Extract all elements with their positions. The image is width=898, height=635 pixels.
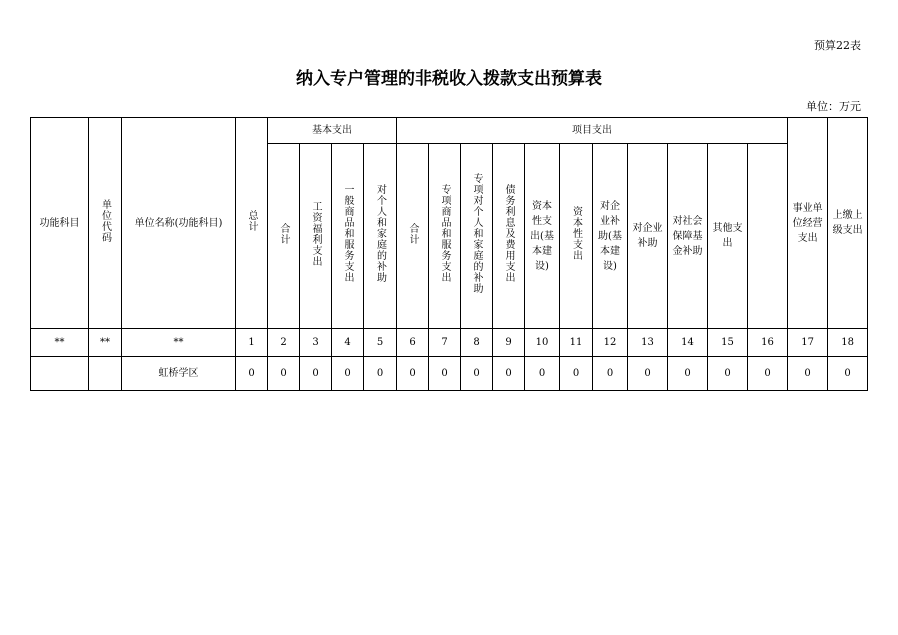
data-value: 0 [364,357,397,391]
header-extra-0: 事业单位经营支出 [788,118,828,329]
data-value: 0 [668,357,708,391]
index-func-subject: ** [31,329,89,357]
header-project-8: 对社会保障基金补助 [668,144,708,329]
header-project-5: 资本性支出 [560,144,593,329]
data-value: 0 [429,357,461,391]
header-project-group: 项目支出 [397,118,788,144]
unit-label: 单位：万元 [806,100,861,113]
header-project-6: 对企业补助(基本建设) [593,144,628,329]
index-number: 12 [593,329,628,357]
header-unit-code: 单位代码 [89,118,122,329]
data-unit-name: 虹桥学区 [122,357,236,391]
index-number: 4 [332,329,364,357]
header-basic-1: 工资福利支出 [300,144,332,329]
data-func-subject [31,357,89,391]
header-project-0: 合计 [397,144,429,329]
index-unit-code: ** [89,329,122,357]
header-project-9: 其他支出 [708,144,748,329]
index-number: 1 [236,329,268,357]
index-unit-name: ** [122,329,236,357]
data-value: 0 [268,357,300,391]
header-project-2: 专项对个人和家庭的补助 [461,144,493,329]
data-value: 0 [828,357,868,391]
index-number: 9 [493,329,525,357]
header-unit-name: 单位名称(功能科目) [122,118,236,329]
index-number: 2 [268,329,300,357]
data-value: 0 [300,357,332,391]
data-value: 0 [332,357,364,391]
index-number: 14 [668,329,708,357]
data-value: 0 [628,357,668,391]
index-number: 3 [300,329,332,357]
header-basic-2: 一般商品和服务支出 [332,144,364,329]
header-total: 总计 [236,118,268,329]
table-number: 预算22表 [814,39,861,52]
index-number: 15 [708,329,748,357]
data-value: 0 [560,357,593,391]
index-number: 11 [560,329,593,357]
data-value: 0 [397,357,429,391]
header-basic-0: 合计 [268,144,300,329]
index-row [31,329,868,357]
index-number: 10 [525,329,560,357]
data-value: 0 [461,357,493,391]
header-basic-group: 基本支出 [268,118,397,144]
budget-table [30,117,868,391]
header-project-10-blank [748,144,788,329]
index-number: 18 [828,329,868,357]
data-value: 0 [493,357,525,391]
data-row [31,357,868,391]
header-project-3: 债务利息及费用支出 [493,144,525,329]
index-number: 16 [748,329,788,357]
header-project-7: 对企业补助 [628,144,668,329]
index-number: 13 [628,329,668,357]
data-value: 0 [788,357,828,391]
header-basic-3: 对个人和家庭的补助 [364,144,397,329]
data-value: 0 [236,357,268,391]
index-number: 5 [364,329,397,357]
header-extra-1: 上缴上级支出 [828,118,868,329]
header-project-1: 专项商品和服务支出 [429,144,461,329]
data-value: 0 [593,357,628,391]
index-number: 17 [788,329,828,357]
data-value: 0 [708,357,748,391]
index-number: 6 [397,329,429,357]
data-value: 0 [748,357,788,391]
header-project-4: 资本性支出(基本建设) [525,144,560,329]
data-unit-code [89,357,122,391]
data-value: 0 [525,357,560,391]
index-number: 8 [461,329,493,357]
index-number: 7 [429,329,461,357]
header-func-subject: 功能科目 [31,118,89,329]
page-title: 纳入专户管理的非税收入拨款支出预算表 [296,69,602,89]
